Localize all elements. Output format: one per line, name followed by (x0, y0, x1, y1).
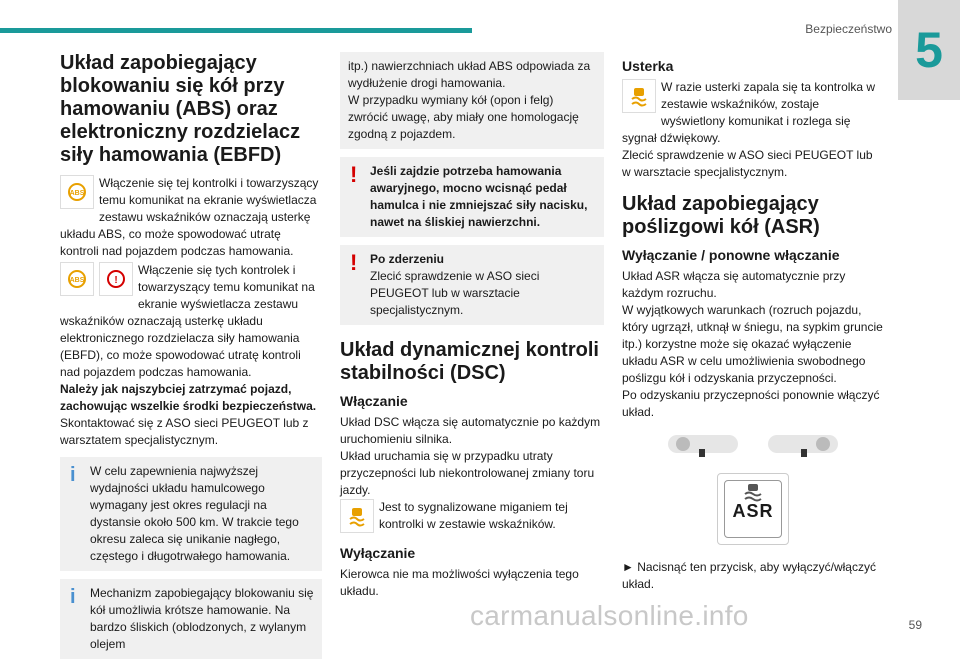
abs-paragraph-1: ABS Włączenie się tej kontrolki i towarzyszący temu komunikat na ekranie wyświetlacza zestawu wskaźników oznaczają usterkę układu ABS, co może spowodować utratę kontroli nad pojazdem podczas hamowania. (60, 176, 319, 258)
fault-paragraph: W razie usterki zapala się ta kontrolka w zestawie wskaźników, zostaje wyświetlony komunikat i rozlega się sygnał dźwiękowy. Zlecić sprawdzenie w ASO sieci PEUGEOT lub w warsztacie specjalistycznym. (622, 80, 876, 179)
skid-icon (741, 481, 765, 503)
asr-toggle-heading: Wyłączanie / ponowne włączanie (622, 247, 840, 263)
dashboard-left-icon (663, 431, 743, 461)
skid-warning-icon (340, 499, 374, 533)
column-3 (622, 52, 884, 593)
exclamation-icon: ! (350, 162, 358, 187)
abs-title: Układ zapobiegający blokowaniu się kół przy hamowaniu (ABS) oraz elektroniczny rozdzielacz siły hamowania (EBFD) (60, 52, 301, 166)
abs-warning-icon-2 (60, 262, 94, 296)
exclamation-icon: ! (350, 250, 358, 275)
warning-note-2: ! Po zderzeniu Zlecić sprawdzenie w ASO sieci PEUGEOT lub w warsztacie specjalistycznym. (340, 245, 604, 325)
watermark: carmanualsonline.info (470, 600, 749, 631)
svg-text:ABS: ABS (69, 190, 85, 197)
dsc-off-text: Kierowca nie ma możliwości wyłączenia tego układu. (340, 567, 579, 598)
asr-button[interactable] (717, 473, 789, 545)
brake-warning-icon (99, 262, 133, 296)
info-icon: i (70, 586, 76, 608)
info-icon: i (70, 464, 76, 486)
stop-vehicle-warning: Należy jak najszybciej zatrzymać pojazd, zachowując wszelkie środki bezpieczeństwa. (60, 382, 317, 413)
warning-note-1: ! Jeśli zajdzie potrzeba hamowania awaryjnego, mocno wcisnąć pedał hamulca i nie zmniejszać siły nacisku, nawet na śliskiej nawierzchni. (340, 157, 604, 237)
info-note-2-continued: itp.) nawierzchniach układ ABS odpowiada za wydłużenie drogi hamowania. W przypadku wymiany kół (opon i felg) zwrócić uwagę, aby miały one homologację zgodną z pojazdem. (340, 52, 604, 149)
dsc-on-heading: Włączanie (340, 393, 408, 409)
top-accent-bar (0, 28, 472, 33)
dsc-title: Układ dynamicznej kontroli stabilności (DSC) (340, 339, 599, 384)
contact-aso-text: Skontaktować się z ASO sieci PEUGEOT lub z warsztatem specjalistycznym. (60, 416, 309, 447)
svg-text:ABS: ABS (69, 277, 85, 284)
fault-heading: Usterka (622, 58, 674, 74)
asr-toggle-text: Układ ASR włącza się automatycznie przy każdym rozruchu. W wyjątkowych warunkach (rozruch pojazdu, który ugrzązł, utknął w śniegu, na sypkim gruncie itp.) korzystne może się okazać wyłączenie układu ASR w celu umożliwienia swobodnego poślizgu kół i odzyskania przyczepności. Po odzyskaniu przyczepności ponownie włączyć układ. (622, 269, 883, 419)
chapter-number: 5 (898, 0, 960, 100)
abs-warning-icon (60, 175, 94, 209)
column-2 (340, 52, 604, 600)
column-1 (60, 52, 322, 667)
dashboard-right-icon (763, 431, 843, 461)
page-number: 59 (908, 618, 922, 632)
section-title: Bezpieczeństwo (805, 22, 892, 36)
asr-button-label: ASR (732, 501, 774, 521)
svg-text:!: ! (114, 275, 118, 286)
dsc-on-text: Układ DSC włącza się automatycznie po każdym uruchomieniu silnika. Układ uruchamia się w przypadku utraty przyczepności lub niekontrolowanej zmiany toru jazdy. (340, 415, 601, 497)
info-note-1: i W celu zapewnienia najwyższej wydajności układu hamulcowego wymagany jest okres regulacji na dystansie około 500 km. W trakcie tego okresu zaleca się unikanie nagłego, częstego i długotrwałego hamowania. (60, 457, 322, 571)
asr-title: Układ zapobiegający poślizgowi kół (ASR) (622, 193, 820, 238)
dsc-off-heading: Wyłączanie (340, 545, 416, 561)
asr-press-text: ► Nacisnąć ten przycisk, aby wyłączyć/włączyć układ. (622, 560, 876, 591)
dsc-icon-paragraph: Jest to sygnalizowane miganiem tej kontrolki w zestawie wskaźników. (340, 499, 604, 533)
info-note-2: i Mechanizm zapobiegający blokowaniu się kół umożliwia krótsze hamowanie. Na bardzo śliskich (oblodzonych, z wylanym olejem (60, 579, 322, 659)
ebfd-paragraph: ABS ! Włączenie się tych kontrolek i towarzyszący temu komunikat na ekranie wyświetlacza zestawu wskaźników oznaczają usterkę układu elektronicznego rozdzielacza siły hamowania (EBFD), co może spowodować utratę kontroli nad pojazdem podczas hamowania. (60, 263, 315, 379)
skid-warning-icon (622, 79, 656, 113)
dashboard-illustration (622, 431, 884, 461)
